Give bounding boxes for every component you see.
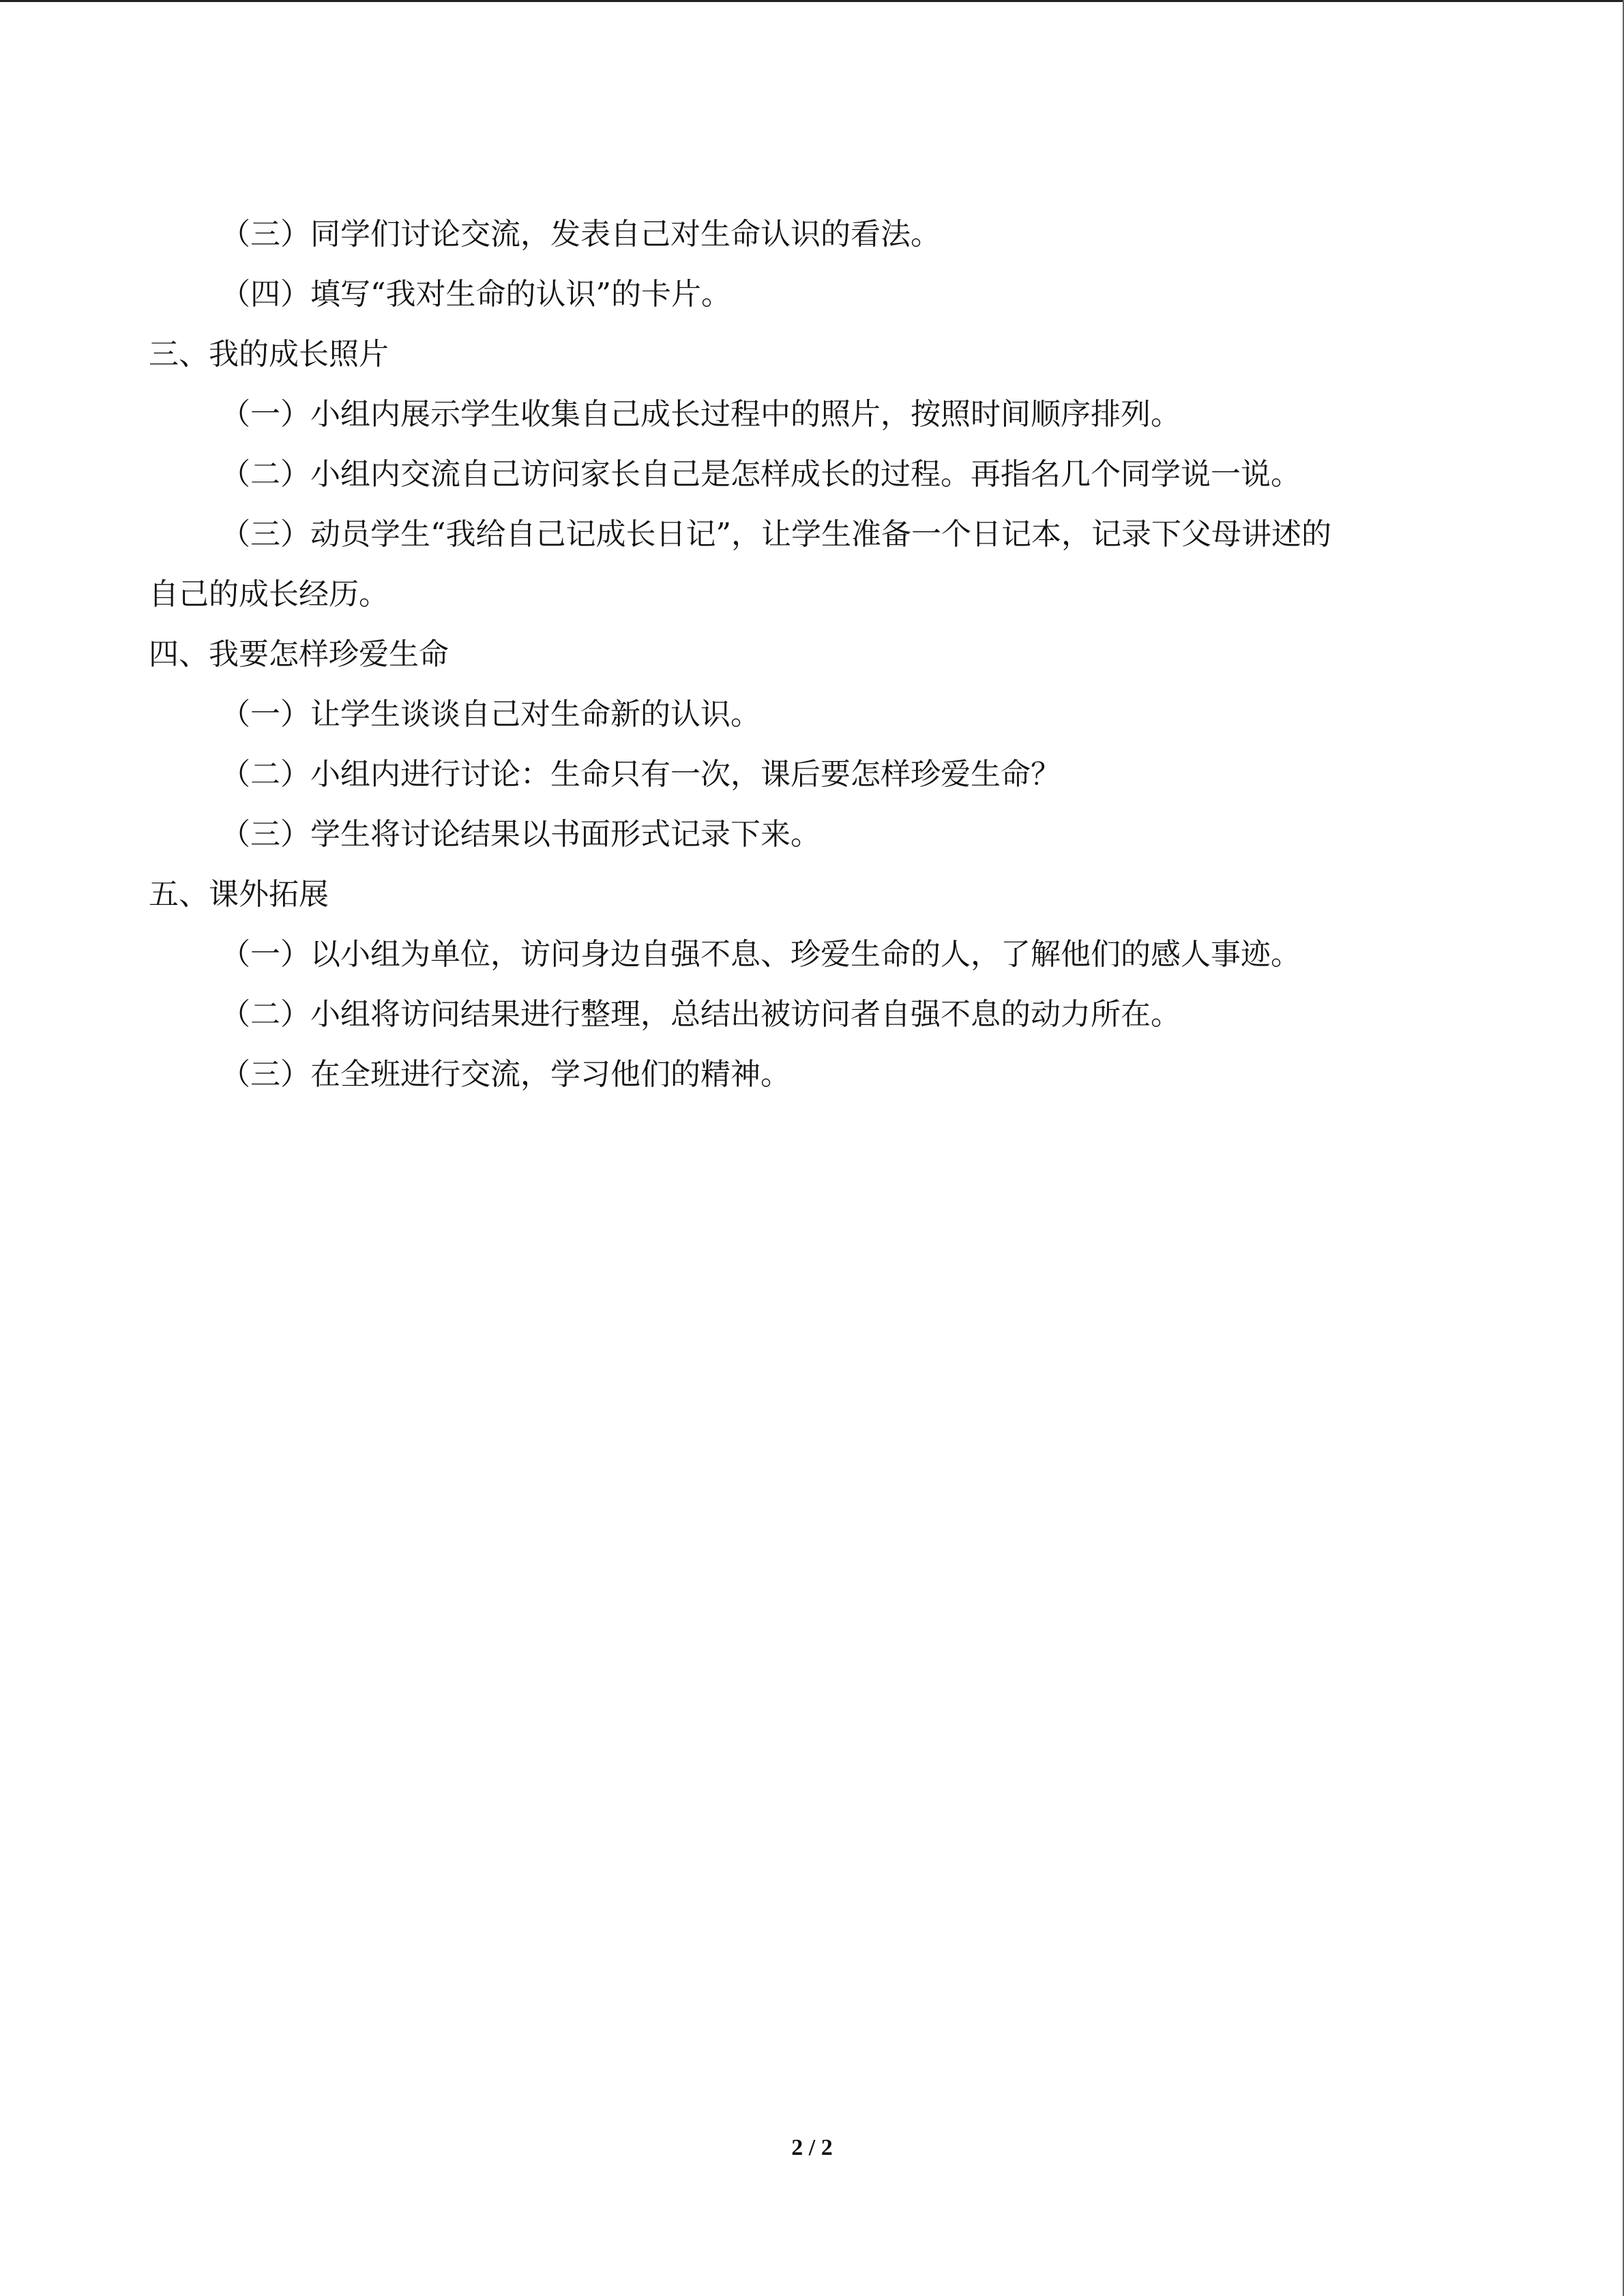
item-6-1: （一）以小组为单位，访问身边自强不息、珍爱生命的人，了解他们的感人事迹。 [220, 937, 1301, 972]
item-4-1: （一）小组内展示学生收集自己成长过程中的照片，按照时间顺序排列。 [220, 397, 1181, 432]
section-heading-4: 四、我要怎样珍爱生命 [149, 637, 449, 672]
item-6-2: （二）小组将访问结果进行整理，总结出被访问者自强不息的动力所在。 [220, 997, 1181, 1032]
item-4-3: （三）动员学生“我给自己记成长日记”，让学生准备一个日记本，记录下父母讲述的 [220, 517, 1331, 552]
item-5-1: （一）让学生谈谈自己对生命新的认识。 [220, 697, 761, 732]
page-number: 2 / 2 [791, 2135, 833, 2160]
item-5-2: （二）小组内进行讨论：生命只有一次，课后要怎样珍爱生命？ [220, 757, 1061, 792]
item-6-3: （三）在全班进行交流，学习他们的精神。 [220, 1057, 791, 1092]
item-3-4: （四）填写“我对生命的认识”的卡片。 [220, 277, 731, 312]
item-4-3-continued: 自己的成长经历。 [149, 577, 389, 612]
section-heading-5: 五、课外拓展 [149, 877, 329, 912]
item-3-3: （三）同学们讨论交流，发表自己对生命认识的看法。 [220, 217, 941, 252]
page-top-border [0, 0, 1624, 2]
item-5-3: （三）学生将讨论结果以书面形式记录下来。 [220, 817, 821, 852]
item-4-2: （二）小组内交流自己访问家长自己是怎样成长的过程。再指名几个同学说一说。 [220, 457, 1301, 492]
section-heading-3: 三、我的成长照片 [149, 337, 389, 372]
document-body [149, 205, 1486, 1105]
